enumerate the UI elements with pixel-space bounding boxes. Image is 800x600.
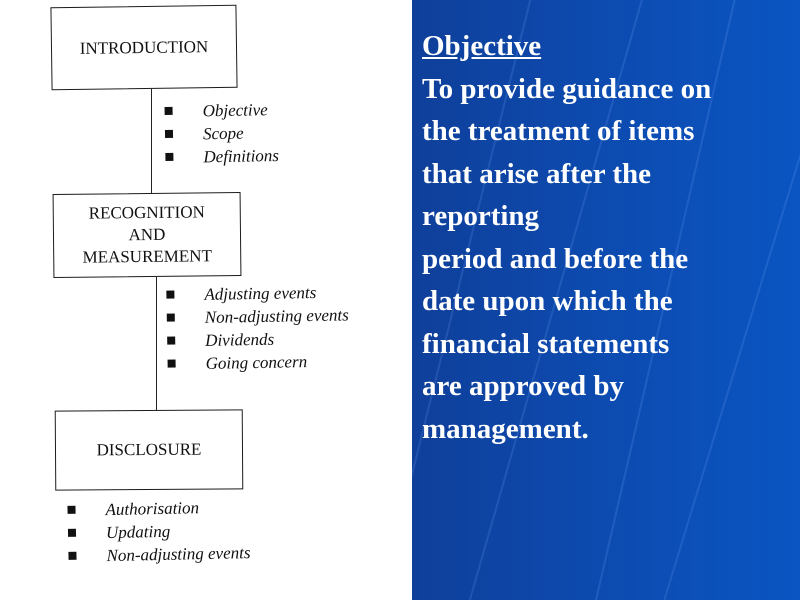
panel-text-line: period and before the [422,242,689,275]
panel-text-line: reporting [422,200,540,232]
list-item-label: Non-adjusting events [204,305,349,327]
list-item [165,121,279,146]
panel-text-line: are approved by [422,370,624,402]
bullet-square-icon [167,336,175,344]
list-item-label: Definitions [203,146,280,167]
list-item [68,541,250,568]
list-item-label: Dividends [205,329,275,350]
introduction-label: INTRODUCTION [79,36,209,58]
recognition-label: RECOGNITION AND MEASUREMENT [82,202,213,267]
list-item-label: Objective [202,100,268,121]
objective-panel [412,0,800,600]
disclosure-box [55,409,244,490]
bullet-square-icon [167,313,175,321]
connector-line [151,89,152,193]
list-item-label: Going concern [205,352,308,373]
bullet-square-icon [168,359,176,367]
list-item-label: Scope [202,123,244,144]
bullet-square-icon [68,552,76,560]
bullet-square-icon [165,153,173,161]
bullet-square-icon [166,290,174,298]
list-item-label: Authorisation [105,498,200,520]
panel-text-line: date upon which the [422,285,673,317]
connector-line [156,277,157,410]
disclosure-label: DISCLOSURE [96,439,202,460]
bullet-square-icon [67,506,75,514]
recognition-list [166,280,350,375]
introduction-box [50,5,237,91]
introduction-list [164,98,279,169]
list-item-label: Non-adjusting events [106,543,251,566]
disclosure-list [67,495,250,568]
panel-text-line: financial statements [422,327,670,360]
list-item-label: Adjusting events [204,282,317,304]
panel-text-line: management. [422,412,589,445]
list-item [164,98,278,123]
bullet-square-icon [68,529,76,537]
list-item [167,349,349,375]
list-item [167,326,349,352]
objective-text-block [422,25,792,450]
panel-text-line: the treatment of items [422,115,695,147]
panel-text-line: To provide guidance on [422,72,712,105]
list-item [167,303,349,329]
list-item [165,144,279,169]
bullet-square-icon [165,130,173,138]
panel-text-line: that arise after the [422,157,651,190]
recognition-box [53,192,242,278]
list-item-label: Updating [105,521,171,543]
list-item [166,280,348,306]
panel-title: Objective [422,30,542,62]
bullet-square-icon [165,107,173,115]
